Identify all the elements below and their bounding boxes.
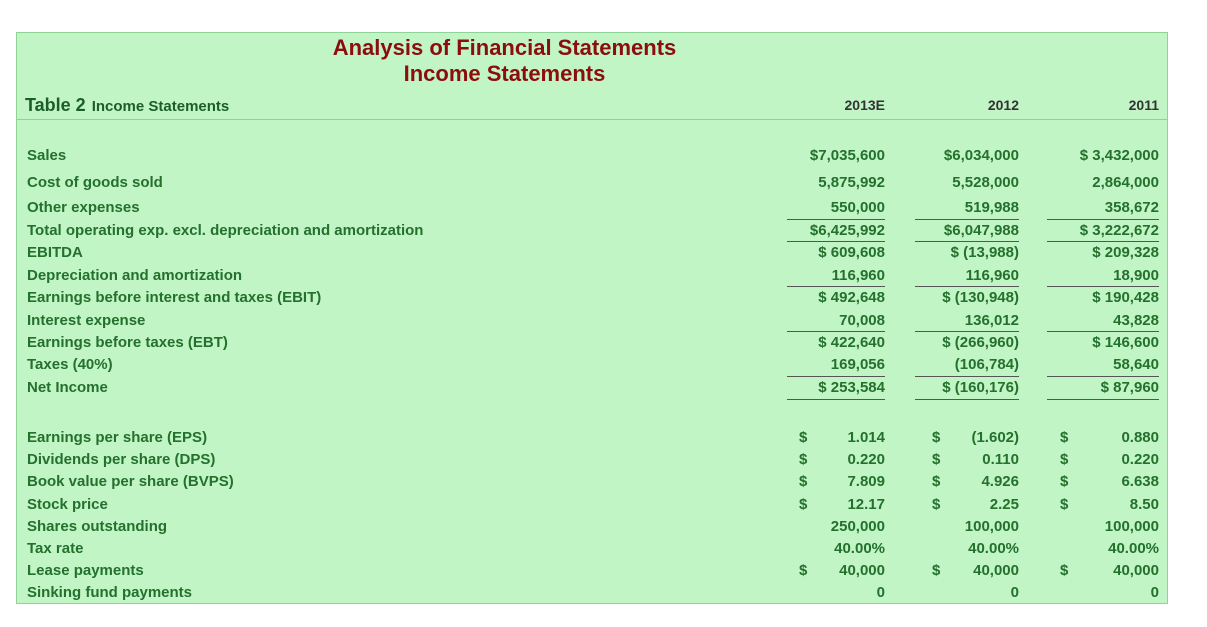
row-value: 358,672 — [1104, 199, 1159, 216]
total-underline — [787, 331, 885, 332]
row-value: 116,960 — [831, 267, 885, 284]
table-row — [17, 172, 1167, 194]
row-value: $ 253,584 — [818, 379, 885, 396]
year-header: 2013E — [844, 97, 885, 113]
total-underline — [1047, 241, 1159, 242]
row-label: Tax rate — [27, 540, 84, 557]
table-header-row — [17, 89, 1167, 120]
row-value: 0.110 — [982, 451, 1019, 468]
table-number: Table 2 — [25, 95, 86, 115]
currency-symbol: $ — [932, 451, 941, 468]
currency-symbol: $ — [799, 473, 808, 490]
table-row — [17, 582, 1167, 604]
row-value: 18,900 — [1113, 267, 1159, 284]
total-underline — [787, 219, 885, 220]
page-title: Analysis of Financial Statements — [332, 35, 677, 60]
total-underline — [787, 376, 885, 377]
row-value: $6,034,000 — [943, 147, 1019, 164]
currency-symbol: $ — [1060, 496, 1069, 513]
row-label: Depreciation and amortization — [27, 267, 243, 284]
row-label: Earnings per share (EPS) — [27, 429, 208, 446]
table-row — [17, 538, 1167, 560]
row-value: 70,008 — [839, 312, 885, 329]
row-value: 40,000 — [839, 562, 885, 579]
row-value: $ 146,600 — [1092, 334, 1159, 351]
row-label: Interest expense — [27, 312, 146, 329]
row-value: $ 609,608 — [818, 244, 885, 261]
total-underline — [1047, 286, 1159, 287]
row-label: Sales — [27, 147, 67, 164]
row-value: 40,000 — [1113, 562, 1159, 579]
row-value: 1.014 — [847, 429, 885, 446]
currency-symbol: $ — [799, 429, 808, 446]
table-sublabel: Income Statements — [91, 98, 230, 115]
total-underline — [1047, 376, 1159, 377]
table-row — [17, 145, 1167, 167]
row-value: 0.220 — [847, 451, 885, 468]
total-underline — [915, 219, 1019, 220]
currency-symbol: $ — [1060, 562, 1069, 579]
row-value: $ 3,432,000 — [1079, 147, 1159, 164]
row-label: Total operating exp. excl. depreciation and amortization — [27, 222, 424, 239]
row-label: Net Income — [27, 379, 108, 396]
row-value: 2.25 — [989, 496, 1019, 513]
year-header: 2011 — [1128, 97, 1159, 113]
row-value: $ (130,948) — [942, 289, 1019, 306]
total-underline — [1047, 331, 1159, 332]
row-label: Book value per share (BVPS) — [27, 473, 234, 490]
row-value: 5,875,992 — [818, 174, 885, 191]
table-row — [17, 494, 1167, 516]
currency-symbol: $ — [932, 496, 941, 513]
table-row — [17, 265, 1167, 287]
row-label: EBITDA — [27, 244, 83, 261]
row-value: 0 — [876, 584, 885, 601]
currency-symbol: $ — [1060, 429, 1069, 446]
currency-symbol: $ — [799, 562, 808, 579]
table-row — [17, 220, 1167, 242]
table-row — [17, 197, 1167, 219]
row-label: Dividends per share (DPS) — [27, 451, 216, 468]
row-label: Other expenses — [27, 199, 140, 216]
row-label: Sinking fund payments — [27, 584, 193, 601]
row-value: $ (13,988) — [950, 244, 1019, 261]
row-value: (1.602) — [971, 429, 1019, 446]
row-value: $ 422,640 — [818, 334, 885, 351]
row-value: $7,035,600 — [809, 147, 885, 164]
page-subtitle: Income Statements — [403, 61, 606, 86]
row-value: 12.17 — [847, 496, 885, 513]
table-row — [17, 242, 1167, 264]
row-value: $ (160,176) — [942, 379, 1019, 396]
table-row — [17, 449, 1167, 471]
row-value: $ 3,222,672 — [1079, 222, 1159, 239]
total-underline — [915, 376, 1019, 377]
row-value: $6,425,992 — [809, 222, 885, 239]
row-value: 58,640 — [1113, 356, 1159, 373]
total-underline — [1047, 219, 1159, 220]
row-value: $ 87,960 — [1100, 379, 1159, 396]
row-value: $ 209,328 — [1092, 244, 1159, 261]
row-value: 7.809 — [847, 473, 885, 490]
row-label: Shares outstanding — [27, 518, 168, 535]
row-value: 43,828 — [1113, 312, 1159, 329]
row-value: $ 190,428 — [1092, 289, 1159, 306]
total-underline — [1047, 399, 1159, 400]
row-value: 0 — [1010, 584, 1019, 601]
row-value: 4.926 — [981, 473, 1019, 490]
total-underline — [915, 241, 1019, 242]
row-value: $ 492,648 — [818, 289, 885, 306]
row-value: 40.00% — [834, 540, 885, 557]
table-row — [17, 354, 1167, 376]
total-underline — [787, 399, 885, 400]
row-value: 40.00% — [1108, 540, 1159, 557]
currency-symbol: $ — [1060, 473, 1069, 490]
row-label: Stock price — [27, 496, 108, 513]
row-value: (106,784) — [954, 356, 1019, 373]
table-label — [25, 95, 229, 116]
table-row — [17, 287, 1167, 309]
row-value: 6.638 — [1121, 473, 1159, 490]
row-value: 0 — [1150, 584, 1159, 601]
row-value: 2,864,000 — [1092, 174, 1159, 191]
row-value: 5,528,000 — [952, 174, 1019, 191]
table-row — [17, 332, 1167, 354]
row-value: 169,056 — [830, 356, 885, 373]
row-label: Earnings before taxes (EBT) — [27, 334, 228, 351]
row-value: 250,000 — [830, 518, 885, 535]
row-label: Taxes (40%) — [27, 356, 113, 373]
row-value: 136,012 — [964, 312, 1019, 329]
currency-symbol: $ — [932, 473, 941, 490]
row-label: Lease payments — [27, 562, 144, 579]
row-value: 0.220 — [1121, 451, 1159, 468]
total-underline — [915, 399, 1019, 400]
currency-symbol: $ — [932, 429, 941, 446]
row-value: 8.50 — [1129, 496, 1159, 513]
row-value: 40.00% — [968, 540, 1019, 557]
table-row — [17, 427, 1167, 449]
total-underline — [787, 286, 885, 287]
total-underline — [787, 241, 885, 242]
table-row — [17, 516, 1167, 538]
currency-symbol: $ — [799, 451, 808, 468]
total-underline — [915, 331, 1019, 332]
total-underline — [915, 286, 1019, 287]
row-value: 0.880 — [1121, 429, 1159, 446]
row-value: 100,000 — [964, 518, 1019, 535]
currency-symbol: $ — [799, 496, 808, 513]
row-label: Cost of goods sold — [27, 174, 163, 191]
row-value: $ (266,960) — [942, 334, 1019, 351]
row-label: Earnings before interest and taxes (EBIT) — [27, 289, 322, 306]
row-value: 116,960 — [965, 267, 1019, 284]
income-statement-sheet — [16, 32, 1168, 604]
year-header: 2012 — [987, 97, 1019, 113]
row-value: 550,000 — [830, 199, 885, 216]
row-value: 100,000 — [1104, 518, 1159, 535]
row-value: $6,047,988 — [943, 222, 1019, 239]
currency-symbol: $ — [1060, 451, 1069, 468]
currency-symbol: $ — [932, 562, 941, 579]
row-value: 40,000 — [973, 562, 1019, 579]
table-row — [17, 310, 1167, 332]
row-value: 519,988 — [964, 199, 1019, 216]
table-row — [17, 471, 1167, 493]
table-row — [17, 377, 1167, 399]
table-row — [17, 560, 1167, 582]
